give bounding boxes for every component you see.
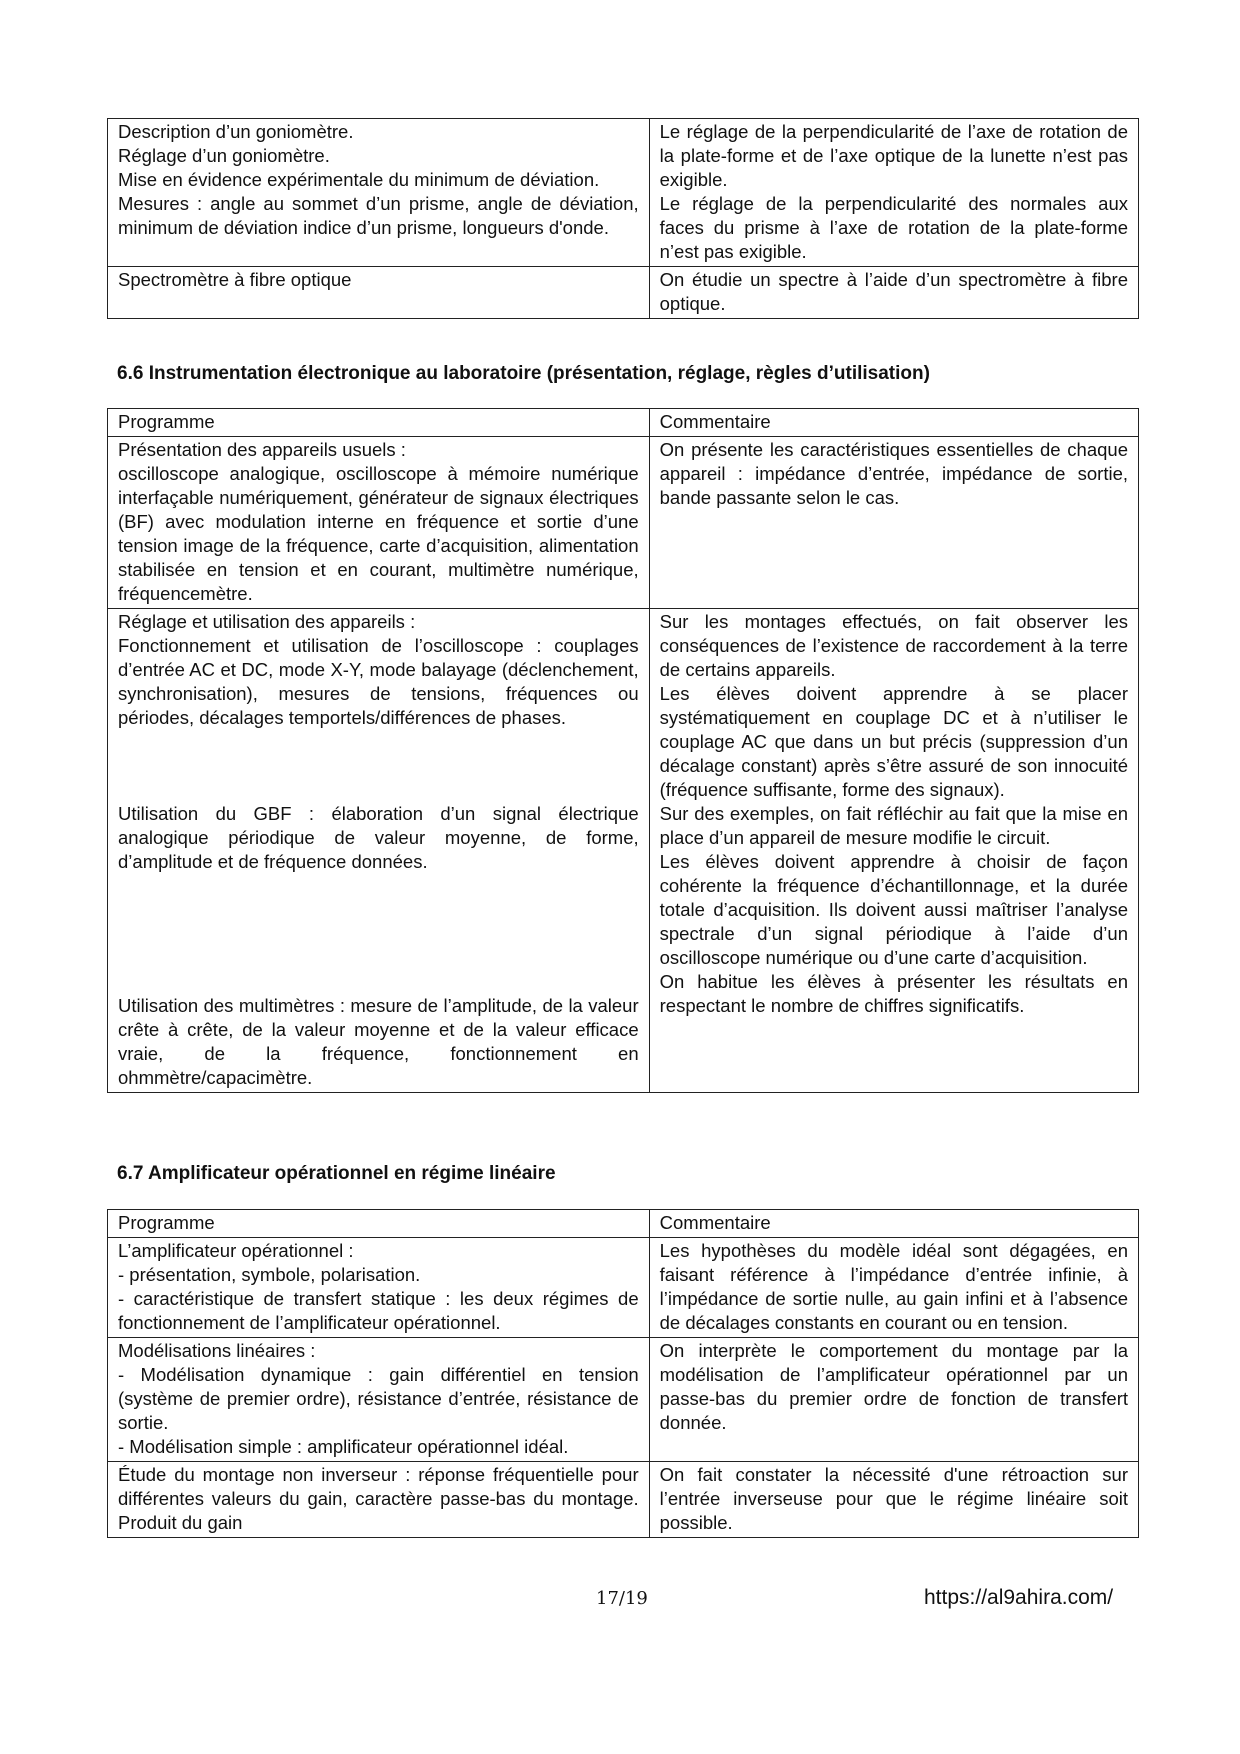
table-row [108,1462,1139,1538]
page-number: 17/19 [596,1588,648,1609]
table-row [108,437,1139,609]
cell-line: Utilisation des multimètres : mesure de l’amplitude, de la valeur crête à crête, de la valeur moyenne et de la valeur efficace vraie, de la fréquence, fonctionnement en ohmmètre/capacimètre. [118,995,639,1088]
cell-line: Sur des exemples, on fait réfléchir au fait que la mise en place d’un appareil de mesure modifie le circuit. [659,803,1128,848]
table-header-row [108,409,1139,437]
table-cell-commentaire [649,609,1138,1093]
column-header-programme: Programme [108,409,650,437]
cell-line: On étudie un spectre à l’aide d’un spectromètre à fibre optique. [659,269,1128,314]
cell-line: Sur les montages effectués, on fait observer les conséquences de l’existence de raccordement à la terre de certains appareils. [659,611,1128,680]
cell-line: Étude du montage non inverseur : réponse fréquentielle pour différentes valeurs du gain, caractère passe-bas du montage. Produit du gain [118,1464,639,1533]
table-cell-programme [108,437,650,609]
cell-line: oscilloscope analogique, oscilloscope à mémoire numérique interfaçable numériquement, générateur de signaux électriques (BF) avec modulation interne en fréquence et sortie d’une tension image de la fréquence, carte d’acquisition, alimentation stabilisée en tension et en courant, multimètre numérique, fréquencemètre. [118,463,639,604]
cell-line: - Modélisation dynamique : gain différentiel en tension (système de premier ordre), résistance d’entrée, résistance de sortie. [118,1364,639,1433]
table-amplificateur [107,1209,1139,1538]
table-header-row [108,1210,1139,1238]
cell-line: Présentation des appareils usuels : [118,439,406,460]
table-cell-commentaire [649,267,1138,319]
table-cell-commentaire [649,437,1138,609]
cell-line: Modélisations linéaires : [118,1340,316,1361]
table-row [108,609,1139,1093]
cell-line: On interprète le comportement du montage par la modélisation de l’amplificateur opérationnel par un passe-bas du premier ordre de fonction de transfert donnée. [659,1340,1128,1433]
cell-line: Description d’un goniomètre. [118,121,354,142]
cell-line: Mesures : angle au sommet d’un prisme, angle de déviation, minimum de déviation indice d’un prisme, longueurs d'onde. [118,193,639,238]
cell-line: - Modélisation simple : amplificateur opérationnel idéal. [118,1436,569,1457]
cell-line: Spectromètre à fibre optique [118,269,352,290]
table-cell-programme [108,1338,650,1462]
cell-line: Les élèves doivent apprendre à choisir de façon cohérente la fréquence d’échantillonnage, et la durée totale d’acquisition. Ils doivent aussi maîtriser l’analyse spectrale d’un signal périodique à l’aide d’un oscilloscope numérique ou d’une carte d’acquisition. [659,851,1128,968]
cell-line: Utilisation du GBF : élaboration d’un signal électrique analogique périodique de valeur moyenne, de forme, d’amplitude et de fréquence données. [118,803,639,872]
column-header-commentaire: Commentaire [649,1210,1138,1238]
cell-line: Réglage d’un goniomètre. [118,145,330,166]
column-header-programme: Programme [108,1210,650,1238]
table-row [108,1338,1139,1462]
cell-line: Le réglage de la perpendicularité de l’axe de rotation de la plate-forme et de l’axe optique de la lunette n’est pas exigible. [659,121,1128,190]
cell-line: On fait constater la nécessité d'une rétroaction sur l’entrée inverseuse pour que le régime linéaire soit possible. [659,1464,1128,1533]
table-instrumentation [107,408,1139,1093]
cell-line: On présente les caractéristiques essentielles de chaque appareil : impédance d’entrée, impédance de sortie, bande passante selon le cas. [659,439,1128,508]
table-goniometre [107,118,1139,319]
section-title-6-6: 6.6 Instrumentation électronique au laboratoire (présentation, réglage, règles d’utilisation) [117,363,930,384]
cell-line: Réglage et utilisation des appareils : [118,611,416,632]
cell-line: Les élèves doivent apprendre à se placer systématiquement en couplage DC et à n’utiliser le couplage AC que dans un but précis (suppression d’un décalage constant) après s’être assuré de son innocuité (fréquence suffisante, forme des signaux). [659,683,1128,800]
table-row [108,267,1139,319]
cell-line: - présentation, symbole, polarisation. [118,1264,421,1285]
table-cell-programme [108,1238,650,1338]
cell-line: Fonctionnement et utilisation de l’oscilloscope : couplages d’entrée AC et DC, mode X-Y, mode balayage (déclenchement, synchronisation), mesures de tensions, fréquences ou périodes, décalages temportels/différences de phases. [118,635,639,728]
table-cell-programme [108,1462,650,1538]
table-cell-programme [108,609,650,1093]
cell-line: On habitue les élèves à présenter les résultats en respectant le nombre de chiffres significatifs. [659,971,1128,1016]
table-cell-programme [108,119,650,267]
cell-line: Le réglage de la perpendicularité des normales aux faces du prisme à l’axe de rotation de la plate-forme n’est pas exigible. [659,193,1128,262]
cell-line: - caractéristique de transfert statique : les deux régimes de fonctionnement de l’amplificateur opérationnel. [118,1288,639,1333]
table-row [108,119,1139,267]
cell-line: L’amplificateur opérationnel : [118,1240,354,1261]
table-row [108,1238,1139,1338]
footer-url[interactable]: https://al9ahira.com/ [924,1586,1114,1609]
table-cell-programme [108,267,650,319]
table-cell-commentaire [649,119,1138,267]
table-cell-commentaire [649,1338,1138,1462]
cell-line: Les hypothèses du modèle idéal sont dégagées, en faisant référence à l’impédance d’entrée infinie, à l’impédance de sortie nulle, au gain infini et à l’absence de décalages constants en courant ou en tension. [659,1240,1128,1333]
cell-line: Mise en évidence expérimentale du minimum de déviation. [118,169,600,190]
column-header-commentaire: Commentaire [649,409,1138,437]
section-title-6-7: 6.7 Amplificateur opérationnel en régime linéaire [117,1163,556,1184]
table-cell-commentaire [649,1238,1138,1338]
table-cell-commentaire [649,1462,1138,1538]
